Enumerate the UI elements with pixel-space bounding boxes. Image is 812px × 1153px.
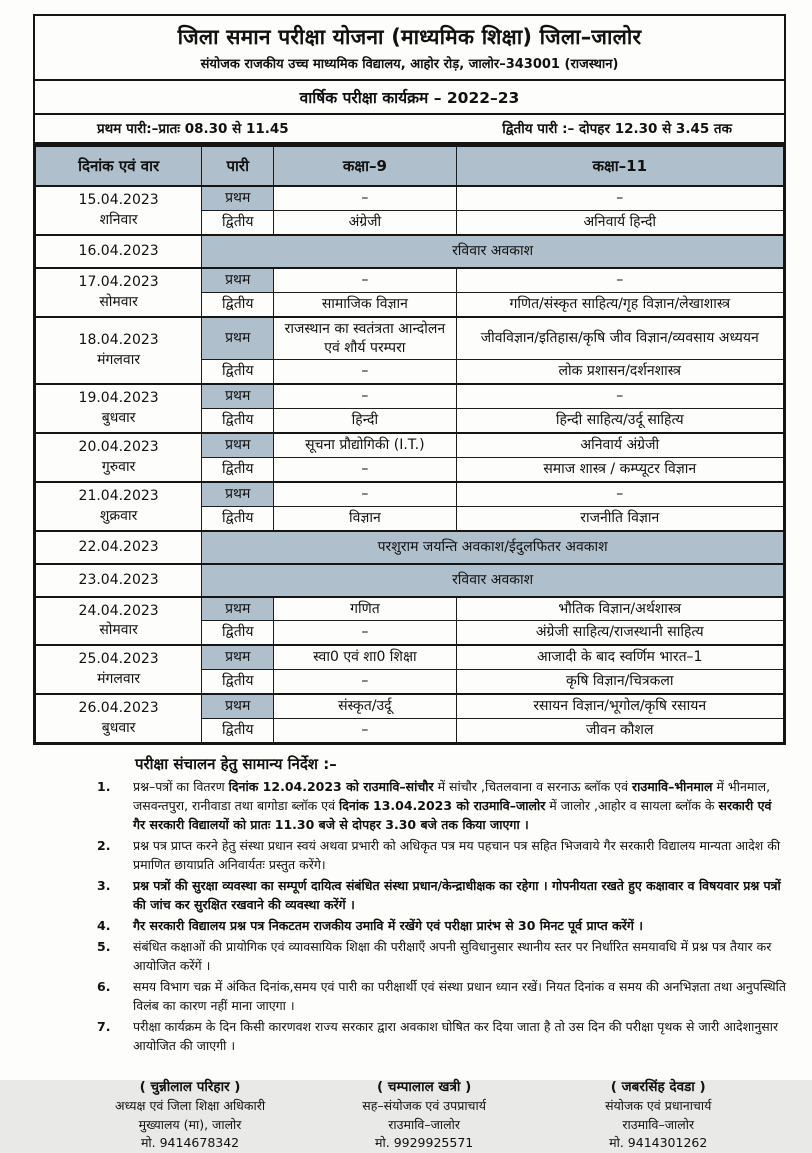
col-header-class9: कक्षा–9 [274,146,456,187]
instruction-text: परीक्षा कार्यक्रम के दिन किसी कारणवश राज्य सरकार द्वारा अवकाश घोषित कर दिया जाता है तो उस दिन की परीक्षा पृथक से जारी आदेशानुसार आयोजित की जाएगी । [133,1018,779,1053]
class11-subject: आजादी के बाद स्वर्णिम भारत–1 [456,645,785,669]
instruction-text: प्रश्न पत्र प्राप्त करने हेतु संस्था प्रधान स्वयं अथवा प्रभारी को अधिकृत पत्र मय पहचान पत्र सहित भिजवाये गैर सरकारी विद्यालय मान्यता आदेश की प्रमाणित छायाप्रति अनिवार्यतः प्रस्तुत करेंगे। [133,837,781,872]
class9-subject: सामाजिक विज्ञान [274,292,456,316]
signatory-designation: सह–संयोजक एवं उपप्राचार्य [362,1097,486,1113]
class11-subject: – [456,186,785,210]
date-cell [35,694,202,743]
shift-label-first: प्रथम [202,645,274,669]
class9-subject: – [274,458,456,482]
instruction-item [33,916,786,935]
exam-schedule-table [33,144,786,745]
signature-block [73,1077,307,1153]
shift-label-first: प्रथम [202,482,274,506]
day-text: सोमवार [99,293,138,310]
date-cell [35,597,202,646]
instruction-item [33,937,786,975]
day-text: मंगलवार [97,671,141,688]
signatory-designation: संयोजक एवं प्रधानाचार्य [605,1097,712,1113]
date-text: 15.04.2023 [78,192,159,209]
date-cell [35,186,202,235]
date-text: 26.04.2023 [78,700,159,717]
instruction-number: 7. [97,1018,111,1034]
class11-subject: भौतिक विज्ञान/अर्थशास्त्र [456,597,785,621]
instructions-section [33,754,786,1055]
instruction-item [33,876,786,914]
class9-subject: संस्कृत/उर्दू [274,694,456,718]
shift-label-second: द्वितीय [202,506,274,530]
signatory-phone: मो. 9929925571 [375,1135,474,1151]
class9-subject: – [274,718,456,743]
instruction-number: 2. [97,837,111,853]
page-subtitle: संयोजक राजकीय उच्च माध्यमिक विद्यालय, आहोर रोड़, जालोर–343001 (राजस्थान) [200,57,619,72]
class9-subject: – [274,670,456,694]
class9-subject: – [274,186,456,210]
class11-subject: हिन्दी साहित्य/उर्दू साहित्य [456,409,785,433]
class9-subject: – [274,384,456,408]
date-cell [35,645,202,694]
class11-subject: अंग्रेजी साहित्य/राजस्थानी साहित्य [456,621,785,645]
class9-subject: – [274,482,456,506]
instruction-text: संबंधित कक्षाओं की प्रायोगिक एवं व्यावसायिक शिक्षा की परीक्षाएँ अपनी सुविधानुसार स्थानीय स्तर पर निर्धारित समयावधि में प्रश्न पत्र तैयार कर आयोजित करेंगें । [133,938,772,973]
class11-subject: कृषि विज्ञान/चित्रकला [456,670,785,694]
signatory-office: राउमावि–जालोर [622,1116,695,1132]
holiday-cell: परशुराम जयन्ति अवकाश/ईदुलफितर अवकाश [202,531,785,564]
shift-label-second: द्वितीय [202,718,274,743]
class11-subject: गणित/संस्कृत साहित्य/गृह विज्ञान/लेखाशास्त्र [456,292,785,316]
class9-subject: – [274,360,456,384]
table-row-first-shift [35,482,785,506]
day-text: शनिवार [99,212,138,229]
class9-subject: – [274,621,456,645]
class9-subject: विज्ञान [274,506,456,530]
instruction-text: समय विभाग चक्र में अंकित दिनांक,समय एवं पारी का परीक्षार्थी एवं संस्था प्रधान ध्यान रखें। नियत दिनांक व समय की अनभिज्ञता तथा अनुपस्थिति विलंब का कारण नहीं माना जाएगा । [133,978,786,1013]
class9-subject: हिन्दी [274,409,456,433]
shift-label-first: प्रथम [202,186,274,210]
instruction-text: प्रश्न पत्रों की सुरक्षा व्यवस्था का सम्पूर्ण दायित्व संबंधित संस्था प्रधान/केन्द्राधीक्षक का रहेगा । गोपनीयता रखते हुए कक्षावार व विषयवार प्रश्न पत्रों की जांच कर सुरक्षित रखवाने की व्यवस्था करेंगें । [133,877,781,912]
instruction-text: प्रश्न–पत्रों का वितरण दिनांक 12.04.2023 को राउमावि–सांचौर में सांचौर ,चितलवाना व सरनाऊ ब्लॉक एवं राउमावि–भीनमाल में भीनमाल, जसवन्तपुरा, रानीवाडा तथा बागोडा ब्लॉक एवं दिनांक 13.04.2023 को राउमावि–जालोर में जालोर ,आहोर व सायला ब्लॉक के सरकारी एवं गैर सरकारी विद्यालयों को प्रातः 11.30 बजे से दोपहर 3.30 बजे तक किया जाएगा । [133,778,772,832]
shift-label-first: प्रथम [202,384,274,408]
class11-subject: समाज शास्त्र / कम्प्यूटर विज्ञान [456,458,785,482]
class9-subject: सूचना प्रौद्योगिकी (I.T.) [274,433,456,457]
class9-subject: अंग्रेजी [274,211,456,235]
shift-label-second: द्वितीय [202,621,274,645]
table-row-first-shift [35,384,785,408]
signatory-phone: मो. 9414301262 [609,1135,708,1151]
instruction-text: गैर सरकारी विद्यालय प्रश्न पत्र निकटतम राजकीय उमावि में रखेंगे एवं परीक्षा प्रारंभ से 30 मिनट पूर्व प्राप्त करेंगें । [133,917,643,933]
day-text: गुरुवार [101,459,136,476]
date-text: 25.04.2023 [78,651,159,668]
signatory-office: राउमावि–जालोर [388,1116,460,1132]
signatory-phone: मो. 9414678342 [140,1135,240,1151]
signatures-row [33,1077,786,1153]
shift-label-first: प्रथम [202,268,274,292]
document-header-box [33,14,786,144]
day-text: सोमवार [99,622,138,639]
shift-label-second: द्वितीय [202,670,274,694]
class11-subject: – [456,384,785,408]
date-text: 18.04.2023 [78,332,159,349]
class11-subject: राजनीति विज्ञान [456,506,785,530]
date-text: 19.04.2023 [78,390,159,407]
date-text: 17.04.2023 [78,273,159,290]
date-cell: 16.04.2023 [35,235,202,268]
day-text: मंगलवार [97,352,141,369]
table-row-holiday [35,235,785,268]
class11-subject: – [456,268,785,292]
table-row-holiday [35,531,785,564]
instruction-number: 3. [97,877,111,893]
date-cell [35,482,202,531]
date-text: 24.04.2023 [78,602,159,619]
instruction-number: 4. [97,917,111,933]
signature-block [307,1077,541,1153]
day-text: बुधवार [101,719,136,736]
signatory-name: ( जबरसिंह देवडा ) [610,1078,706,1095]
signature-block [541,1077,775,1153]
table-row-first-shift [35,694,785,718]
shift-label-first: प्रथम [202,317,274,360]
instruction-item [33,1017,786,1055]
holiday-cell: रविवार अवकाश [202,235,785,268]
date-cell [35,268,202,317]
shift-label-second: द्वितीय [202,211,274,235]
instruction-number: 6. [97,978,111,994]
class11-subject: रसायन विज्ञान/भूगोल/कृषि रसायन [456,694,785,718]
class9-subject: राजस्थान का स्वतंत्रता आन्दोलन एवं शौर्य परम्परा [274,317,456,360]
table-row-first-shift [35,597,785,621]
instruction-item [33,777,786,834]
instruction-number: 1. [97,778,111,794]
col-header-date: दिनांक एवं वार [35,146,202,187]
signatory-designation: अध्यक्ष एवं जिला शिक्षा अधिकारी [115,1097,266,1113]
table-row-first-shift [35,645,785,669]
shift-label-first: प्रथम [202,597,274,621]
col-header-shift: पारी [202,146,274,187]
day-text: शुक्रवार [99,507,138,524]
date-cell [35,384,202,433]
date-cell: 23.04.2023 [35,564,202,597]
class11-subject: जीवविज्ञान/इतिहास/कृषि जीव विज्ञान/व्यवसाय अध्ययन [456,317,785,360]
date-cell [35,317,202,385]
signatory-name: ( चुन्नीलाल परिहार ) [139,1078,241,1095]
second-shift-time: द्वितीय पारी :– दोपहर 12.30 से 3.45 तक [502,121,732,137]
shift-label-first: प्रथम [202,694,274,718]
instructions-list [33,777,786,1055]
table-row-first-shift [35,268,785,292]
date-text: 20.04.2023 [78,439,159,456]
schedule-body [35,186,785,743]
shift-label-second: द्वितीय [202,458,274,482]
instruction-number: 5. [97,938,111,954]
table-row-first-shift [35,317,785,360]
class11-subject: अनिवार्य हिन्दी [456,211,785,235]
first-shift-time: प्रथम पारी:–प्रातः 08.30 से 11.45 [97,121,289,137]
class11-subject: जीवन कौशल [456,718,785,743]
date-cell [35,433,202,482]
class11-subject: लोक प्रशासन/दर्शनशास्त्र [456,360,785,384]
class11-subject: अनिवार्य अंग्रेजी [456,433,785,457]
class9-subject: गणित [274,597,456,621]
table-row-first-shift [35,186,785,210]
shift-label-second: द्वितीय [202,409,274,433]
shift-label-second: द्वितीय [202,292,274,316]
holiday-cell: रविवार अवकाश [202,564,785,597]
signatory-name: ( चम्पालाल खत्री ) [377,1078,472,1095]
shift-label-first: प्रथम [202,433,274,457]
table-row-first-shift [35,433,785,457]
page-title: जिला समान परीक्षा योजना (माध्यमिक शिक्षा) जिला–जालोर [177,25,642,49]
class9-subject: स्वा0 एवं शा0 शिक्षा [274,645,456,669]
instructions-heading: परीक्षा संचालन हेतु सामान्य निर्देश :– [135,754,337,773]
table-row-holiday [35,564,785,597]
class11-subject: – [456,482,785,506]
instruction-item [33,977,786,1015]
signatory-office: मुख्यालय (मा), जालोर [138,1116,242,1132]
date-cell: 22.04.2023 [35,531,202,564]
day-text: बुधवार [101,410,136,427]
col-header-class11: कक्षा–11 [456,146,785,187]
shift-times-row [35,115,784,142]
class9-subject: – [274,268,456,292]
instruction-item [33,836,786,874]
shift-label-second: द्वितीय [202,360,274,384]
program-title: वार्षिक परीक्षा कार्यक्रम – 2022–23 [299,89,520,107]
table-header-row [35,146,785,187]
date-text: 21.04.2023 [78,487,159,504]
